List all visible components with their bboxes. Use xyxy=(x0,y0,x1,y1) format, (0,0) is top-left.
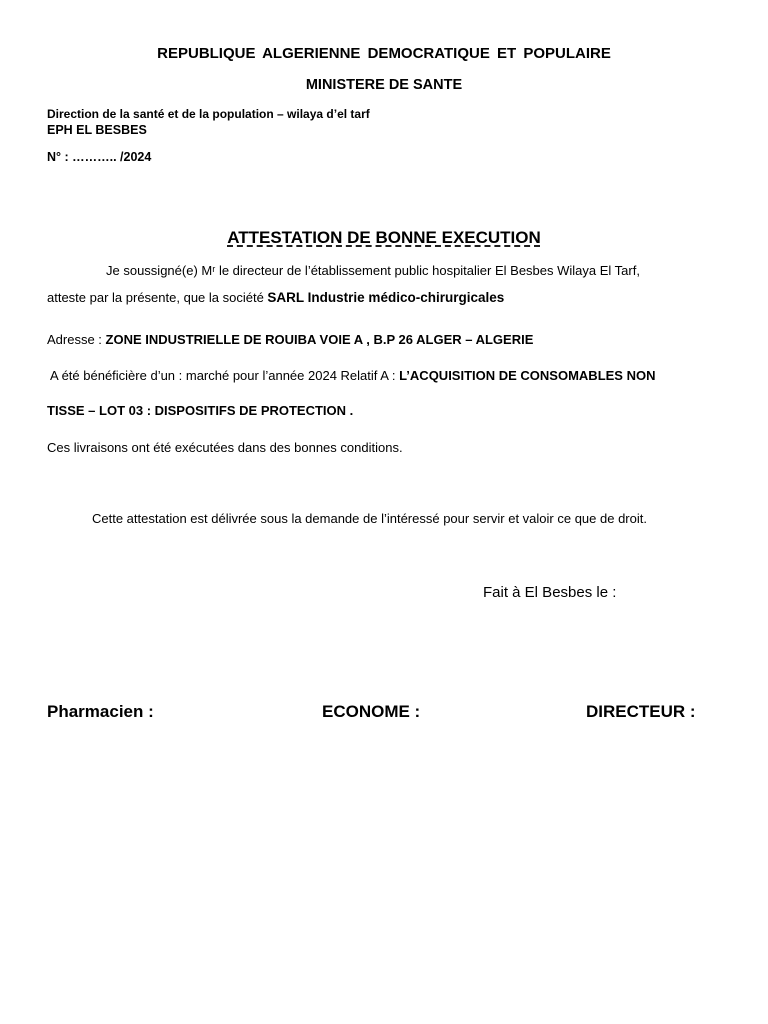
declaration-line: Je soussigné(e) Mʳ le directeur de l’établissement public hospitalier El Besbes Wilaya El Tarf, xyxy=(106,263,640,278)
address-line xyxy=(47,332,533,347)
address-label: Adresse : xyxy=(47,332,106,347)
attestation-line xyxy=(47,290,504,305)
signature-director: DIRECTEUR : xyxy=(586,702,696,721)
place-date: Fait à El Besbes le : xyxy=(483,584,617,601)
ministry-heading: MINISTERE DE SANTE xyxy=(305,77,463,93)
attestation-prefix: atteste par la présente, que la société xyxy=(47,290,268,305)
establishment-name: EPH EL BESBES xyxy=(47,123,147,137)
market-subject: L’ACQUISITION DE CONSOMABLES NON xyxy=(399,368,656,383)
signature-bursar: ECONOME : xyxy=(322,702,421,721)
direction-line: Direction de la santé et de la population – wilaya d’el tarf xyxy=(47,107,370,121)
document-title: ATTESTATION DE BONNE EXECUTION xyxy=(227,228,541,247)
market-subject-continued: TISSE – LOT 03 : DISPOSITIFS DE PROTECTION . xyxy=(47,403,354,418)
document-number: N° : ……….. /2024 xyxy=(47,150,152,164)
company-name: SARL Industrie médico-chirurgicales xyxy=(267,290,505,305)
republic-heading: REPUBLIQUE ALGERIENNE DEMOCRATIQUE ET POPULAIRE xyxy=(157,45,611,62)
market-prefix: A été bénéficière d’un : marché pour l’année 2024 Relatif A : xyxy=(50,368,400,383)
deliveries-line: Ces livraisons ont été exécutées dans des bonnes conditions. xyxy=(47,440,403,455)
closing-line: Cette attestation est délivrée sous la demande de l’intéressé pour servir et valoir ce que de droit. xyxy=(92,511,647,526)
signature-pharmacist: Pharmacien : xyxy=(47,702,154,721)
address-value: ZONE INDUSTRIELLE DE ROUIBA VOIE A , B.P 26 ALGER – ALGERIE xyxy=(105,332,534,347)
market-line xyxy=(50,368,655,383)
